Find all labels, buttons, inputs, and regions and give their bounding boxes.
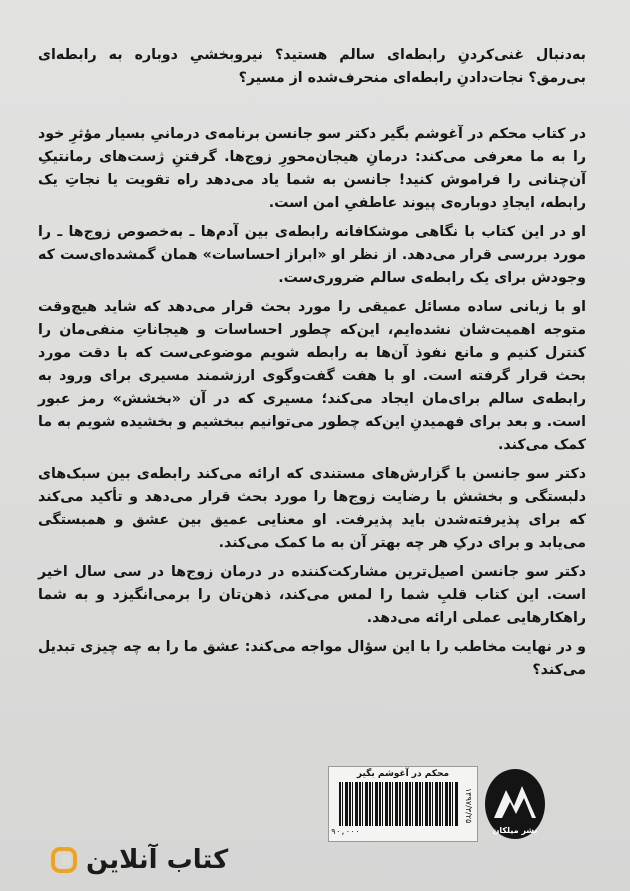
book-logo-icon <box>50 846 78 874</box>
paragraph-1: در کتاب محکم در آغوشم بگیر دکتر سو جانسن برنامه‌ی درمانیِ بسیار مؤثرِ خود را به ما معرفی می‌کند: درمانِ هیجان‌محورِ زوج‌ها. گرفتنِ ژست‌های رمانتیکِ آن‌چنانی را فراموش کنید! جانسن به شما یاد می‌دهد راه تقویت یا نجاتِ یک رابطه، ایجادِ دوباره‌ی پیوند عاطفیِ امن است. <box>38 126 586 211</box>
paragraph-5: دکتر سو جانسن اصیل‌ترین مشارکت‌کننده در درمان زوج‌ها در سی سال اخیر است. این کتاب قلبِ شما را لمس می‌کند، ذهن‌تان را برمی‌انگیزد و به شما راهکارهایی عملی ارائه می‌دهد. <box>38 564 586 626</box>
barcode-sticker <box>328 766 478 842</box>
barcode-side-text: ۱۳۹۷/۳/۲۵ <box>464 788 473 824</box>
paragraph-2: او در این کتاب با نگاهی موشکافانه رابطه‌ی بین آدم‌ها ـ به‌خصوص زوج‌ها ـ را مورد بررسی قرار می‌دهد. از نظر او «ابراز احساسات» همان گمشده‌ای‌ست که وجودش برای یک رابطه‌ی سالم ضروری‌ست. <box>38 224 586 286</box>
brand-watermark <box>50 842 228 878</box>
paragraph-4: دکتر سو جانسن با گزارش‌های مستندی که ارائه می‌کند رابطه‌ی بین سبک‌های دلبستگی و بخشش با رضایت زوج‌ها را مورد بحث قرار می‌دهد و تأکید می‌کند که برای پذیرفته‌شدن باید پذیرفت. او معنایی عمیق بین عشق و همبستگی می‌یابد و برای درکِ هر چه بهتر آن به ما کمک می‌کند. <box>38 466 586 551</box>
description-body <box>38 123 586 688</box>
intro-text: به‌دنبال غنی‌کردنِ رابطه‌ای سالم هستید؟ نیروبخشیِ دوباره به رابطه‌ای بی‌رمق؟ نجات‌دادنِ رابطه‌ای منحرف‌شده از مسیر؟ <box>38 47 586 86</box>
brand-text: کتاب آنلاین <box>86 845 229 875</box>
intro-questions <box>38 44 586 90</box>
barcode-number: ۹۰,۰۰۰ <box>331 827 360 836</box>
paragraph-6: و در نهایت مخاطب را با این سؤال مواجه می‌کند: عشق ما را به چه چیزی تبدیل می‌کند؟ <box>38 639 586 678</box>
barcode-icon <box>339 782 459 826</box>
publisher-logo <box>484 768 546 840</box>
paragraph-3: او با زبانی ساده مسائل عمیقی را مورد بحث قرار می‌دهد که شاید هیچ‌وقت متوجه اهمیت‌شان نشده‌ایم، این‌که چطور احساسات و هیجاناتِ منفی‌مان را کنترل کنیم و مانع نفوذ آن‌ها به رابطه شویم موضوعی‌ست که با دقت مورد بحث قرار گرفته است. او با هفت گفت‌وگوی ارزشمند مسیری برای ورود به رابطه‌ی سالم برای‌مان ایجاد می‌کند؛ مسیری که در آن «بخشش» رمز عبور است. و بعد برای فهمیدنِ این‌که چطور می‌توانیم ببخشیم و بخشیده شویم به ما کمک می‌کند. <box>38 299 586 453</box>
publisher-label: نشر میلکان <box>492 826 538 835</box>
barcode-title: محکم در آغوشم بگیر <box>356 769 450 779</box>
